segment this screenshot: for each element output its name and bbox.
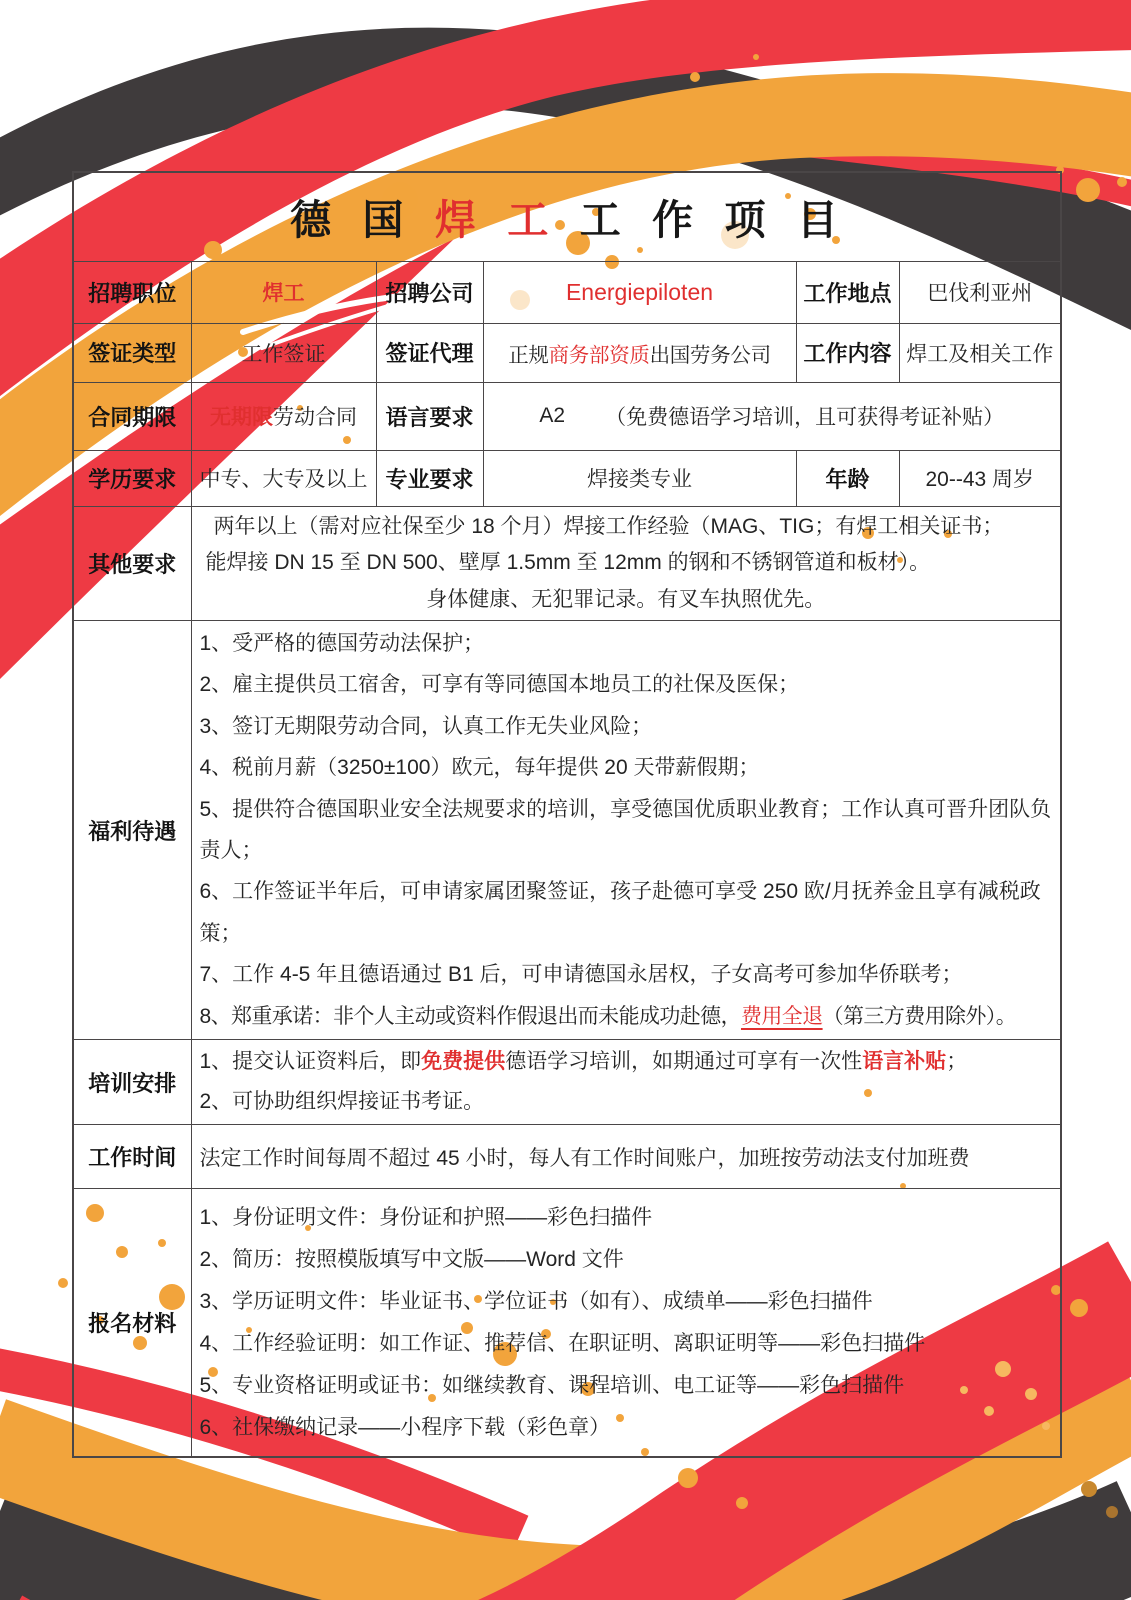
benefit-item: 2、雇主提供员工宿舍，可享有等同德国本地员工的社保及医保； bbox=[199, 673, 800, 697]
free-training-highlight: 免费提供 bbox=[421, 1050, 506, 1074]
language-level: A2 bbox=[539, 404, 566, 427]
language-note: （免费德语学习培训，且可获得考证补贴） bbox=[605, 406, 1005, 429]
label-work-content: 工作内容 bbox=[796, 323, 899, 382]
label-other-requirements: 其他要求 bbox=[73, 506, 191, 621]
other-req-line: 两年以上（需对应社保至少 18 个月）焊接工作经验（MAG、TIG；有焊工相关证书； bbox=[213, 514, 1004, 538]
label-training: 培训安排 bbox=[73, 1040, 191, 1125]
training-item: 1、提交认证资料后，即免费提供德语学习培训，如期通过可享有一次性语言补贴； bbox=[199, 1050, 968, 1074]
row-education bbox=[73, 450, 1061, 506]
label-materials: 报名材料 bbox=[73, 1189, 191, 1457]
row-contract bbox=[73, 382, 1061, 450]
value-contract-term: 无期限劳动合同 bbox=[191, 382, 376, 450]
language-subsidy-highlight: 语言补贴 bbox=[862, 1050, 947, 1074]
row-materials bbox=[73, 1189, 1061, 1457]
title-text-red: 焊 工 bbox=[434, 197, 555, 244]
label-language-req: 语言要求 bbox=[376, 382, 483, 450]
benefit-item: 6、工作签证半年后，可申请家属团聚签证，孩子赴德可享受 250 欧/月抚养金且享有减税政策； bbox=[199, 880, 1041, 945]
value-working-hours: 法定工作时间每周不超过 45 小时，每人有工作时间账户，加班按劳动法支付加班费 bbox=[191, 1125, 1061, 1189]
value-language-req bbox=[483, 382, 1061, 450]
title-text-black-1: 德 国 bbox=[290, 197, 435, 244]
benefit-item: 3、签订无期限劳动合同，认真工作无失业风险； bbox=[199, 714, 653, 738]
material-item: 1、身份证明文件：身份证和护照——彩色扫描件 bbox=[199, 1206, 653, 1230]
benefit-item: 4、税前月薪（3250±100）欧元，每年提供 20 天带薪假期； bbox=[199, 756, 760, 780]
refund-highlight: 费用全退 bbox=[740, 1004, 823, 1028]
label-working-hours: 工作时间 bbox=[73, 1125, 191, 1189]
page-title bbox=[73, 172, 1061, 261]
label-major: 专业要求 bbox=[376, 450, 483, 506]
value-materials bbox=[191, 1189, 1061, 1457]
benefit-item-guarantee: 8、郑重承诺：非个人主动或资料作假退出而未能成功赴德，费用全退（第三方费用除外）。 bbox=[199, 1004, 1017, 1028]
material-item: 2、简历：按照模版填写中文版——Word 文件 bbox=[199, 1248, 624, 1272]
label-age: 年龄 bbox=[796, 450, 899, 506]
value-work-content: 焊工及相关工作 bbox=[899, 323, 1061, 382]
label-position: 招聘职位 bbox=[73, 261, 191, 323]
value-education: 中专、大专及以上 bbox=[191, 450, 376, 506]
value-visa-type: 工作签证 bbox=[191, 323, 376, 382]
value-company: Energiepiloten bbox=[483, 261, 796, 323]
label-contract-term: 合同期限 bbox=[73, 382, 191, 450]
row-other-requirements bbox=[73, 506, 1061, 621]
job-table bbox=[72, 171, 1062, 1458]
row-training bbox=[73, 1040, 1061, 1125]
row-position bbox=[73, 261, 1061, 323]
benefit-item: 5、提供符合德国职业安全法规要求的培训，享受德国优质职业教育；工作认真可晋升团队负责人； bbox=[199, 797, 1052, 863]
material-item: 3、学历证明文件：毕业证书、学位证书（如有）、成绩单——彩色扫描件 bbox=[199, 1290, 873, 1314]
training-item: 2、可协助组织焊接证书考证。 bbox=[199, 1090, 485, 1114]
row-benefits bbox=[73, 621, 1061, 1040]
label-visa-agency: 签证代理 bbox=[376, 323, 483, 382]
other-req-line: 身体健康、无犯罪记录。有叉车执照优先。 bbox=[426, 587, 826, 611]
value-major: 焊接类专业 bbox=[483, 450, 796, 506]
value-visa-agency: 正规商务部资质出国劳务公司 bbox=[483, 323, 796, 382]
material-item: 5、专业资格证明或证书：如继续教育、课程培训、电工证等——彩色扫描件 bbox=[199, 1374, 905, 1398]
label-benefits: 福利待遇 bbox=[73, 621, 191, 1040]
value-benefits bbox=[191, 621, 1061, 1040]
other-req-line: 能焊接 DN 15 至 DN 500、壁厚 1.5mm 至 12mm 的钢和不锈钢管道和板材）。 bbox=[205, 551, 931, 574]
title-row bbox=[73, 172, 1061, 261]
value-location: 巴伐利亚州 bbox=[899, 261, 1061, 323]
material-item: 4、工作经验证明：如工作证、推荐信、在职证明、离职证明等——彩色扫描件 bbox=[199, 1332, 926, 1356]
row-working-hours bbox=[73, 1125, 1061, 1189]
value-position: 焊工 bbox=[191, 261, 376, 323]
label-education: 学历要求 bbox=[73, 450, 191, 506]
row-visa bbox=[73, 323, 1061, 382]
value-other-requirements bbox=[191, 506, 1061, 621]
label-company: 招聘公司 bbox=[376, 261, 483, 323]
benefit-item: 1、受严格的德国劳动法保护； bbox=[199, 632, 485, 655]
title-text-black-2: 工 作 项 目 bbox=[554, 197, 844, 244]
label-visa-type: 签证类型 bbox=[73, 323, 191, 382]
value-training bbox=[191, 1040, 1061, 1125]
benefit-item: 7、工作 4-5 年且德语通过 B1 后，可申请德国永居权，子女高考可参加华侨联考； bbox=[199, 963, 963, 987]
label-location: 工作地点 bbox=[796, 261, 899, 323]
material-item: 6、社保缴纳记录——小程序下载（彩色章） bbox=[199, 1416, 611, 1440]
value-age: 20--43 周岁 bbox=[899, 450, 1061, 506]
